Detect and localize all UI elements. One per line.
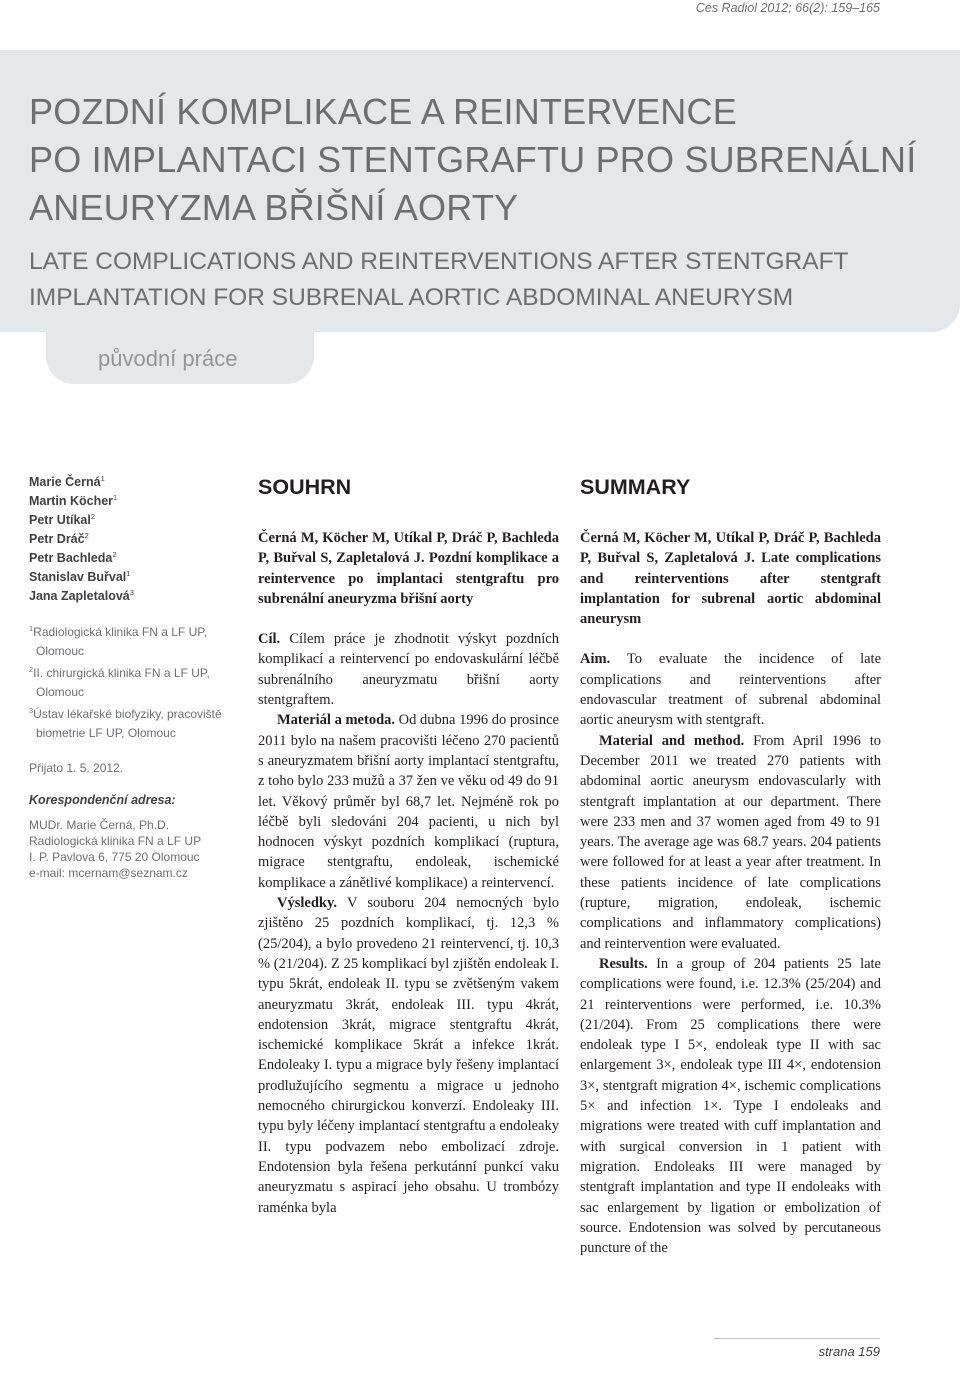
paragraph-text: V souboru 204 nemocných bylo zjištěno 25 pozdních komplikací, tj. 12,3 % (25/204), a bylo provedeno 21 reintervencí, tj. 10,3 % (21/204). Z 25 komplikací byl zjištěn endoleak I. typu 5krát, endoleak II. typu se zvětšeným vakem aneuryzmatu 3krát, endoleak III. typu 4krát, endotension 3krát, migrace stentgraftu 4krát, ischemické komplikace 5krát a infekce 1krát. Endoleaky I. typu a migrace byly řešeny implantací prodlužujícího segmentu a migrace u jednoho nemocného chirurgickou konverzí. Endoleaky III. typu byly léčeny implantací stentgraftu a endoleaky II. typu podvazem nebo embolizací zdroje. Endotension byla řešena perkutánní punkcí vaku aneuryzmatu s aspirací jeho obsahu. U trombózy raménka byla bbox=[258, 895, 559, 1216]
paragraph-text: To evaluate the incidence of late complications and reinterventions after endovascular treatment of subrenal abdominal aortic aneurysm with stentgraft. bbox=[580, 651, 881, 729]
souhrn-column bbox=[258, 475, 559, 1218]
address-line: MUDr. Marie Černá, Ph.D. bbox=[29, 818, 170, 832]
author-name: Marie Černá bbox=[29, 475, 101, 489]
page-number: strana 159 bbox=[818, 1344, 880, 1359]
author-sidebar bbox=[29, 473, 244, 881]
author-affiliation-mark: 1 bbox=[100, 473, 105, 483]
paragraph-label: Materiál a metoda. bbox=[277, 712, 396, 729]
souhrn-citation: Černá M, Köcher M, Utíkal P, Dráč P, Bachleda P, Buřval S, Zapletalová J. Pozdní komplikace a reintervence po implantaci stentgraftu pro subrenální aneuryzma břišní aorty bbox=[258, 530, 559, 607]
received-date: Přijato 1. 5. 2012. bbox=[29, 761, 124, 775]
address-line: Radiologická klinika FN a LF UP bbox=[29, 834, 202, 848]
title-en-line: IMPLANTATION FOR SUBRENAL AORTIC ABDOMINAL ANEURYSM bbox=[29, 284, 794, 311]
article-title-cz bbox=[29, 88, 916, 232]
author-item bbox=[29, 492, 244, 511]
author-name: Petr Dráč bbox=[29, 532, 85, 546]
author-item bbox=[29, 549, 244, 568]
title-en-line: LATE COMPLICATIONS AND REINTERVENTIONS AFTER STENTGRAFT bbox=[29, 248, 849, 275]
affiliation-item bbox=[29, 623, 244, 661]
author-item bbox=[29, 530, 244, 549]
affiliation-item bbox=[29, 705, 244, 743]
paragraph-label: Material and method. bbox=[599, 732, 745, 749]
summary-column bbox=[580, 475, 881, 1258]
souhrn-paragraph bbox=[258, 629, 559, 710]
paragraph-text: In a group of 204 patients 25 late complications were found, i.e. 12.3% (25/204) and 21 reinterventions were performed, i.e. 10.3% (21/204). From 25 complications there were endoleak type I 5×, endoleak type II with sac enlargement 3×, endoleak type III 4×, endotension 3×, stentgraft migration 4×, ischemic complications 5× and infection 1×. Type I endoleaks and migrations were treated with cuff implantation and with surgical conversion in 1 patient with migration. Endoleaks III were managed by stentgraft implantation and type II endoleaks with sac enlargement by ligation or embolization of source. Endotension was solved by percutaneous puncture of the bbox=[580, 955, 881, 1257]
author-item bbox=[29, 473, 244, 492]
author-item bbox=[29, 511, 244, 530]
summary-paragraph bbox=[580, 649, 881, 730]
author-name: Petr Utíkal bbox=[29, 513, 91, 527]
affiliation-line: Olomouc bbox=[36, 685, 85, 699]
title-cz-line: POZDNÍ KOMPLIKACE A REINTERVENCE bbox=[29, 91, 737, 132]
article-title-en bbox=[29, 244, 849, 316]
title-cz-line: ANEURYZMA BŘIŠNÍ AORTY bbox=[29, 187, 519, 228]
correspondence-heading: Korespondenční adresa: bbox=[29, 793, 176, 807]
affiliation-line: II. chirurgická klinika FN a LF UP, bbox=[33, 666, 210, 680]
affiliation-line: Ústav lékařské biofyziky, pracoviště bbox=[33, 707, 222, 721]
paragraph-label: Aim. bbox=[580, 651, 611, 668]
paragraph-text: Cílem práce je zhodnotit výskyt pozdních komplikací a reintervencí po endovaskulární léčbě subrenálního aneuryzmatu břišní aorty stentgraftem. bbox=[258, 631, 559, 709]
souhrn-paragraph bbox=[258, 893, 559, 1218]
summary-paragraph bbox=[580, 731, 881, 954]
souhrn-paragraph bbox=[258, 710, 559, 893]
affiliation-number: 2 bbox=[29, 665, 34, 674]
author-affiliation-mark: 2 bbox=[112, 549, 117, 559]
paragraph-label: Výsledky. bbox=[277, 895, 338, 912]
author-item bbox=[29, 587, 244, 606]
affiliation-number: 1 bbox=[29, 624, 34, 633]
article-type-label: původní práce bbox=[98, 346, 238, 371]
author-name: Stanislav Buřval bbox=[29, 570, 127, 584]
author-affiliation-mark: 3 bbox=[129, 587, 134, 597]
author-affiliation-mark: 2 bbox=[84, 530, 89, 540]
paragraph-label: Cíl. bbox=[258, 631, 281, 648]
correspondence-address bbox=[29, 817, 244, 881]
author-name: Petr Bachleda bbox=[29, 551, 113, 565]
summary-paragraph bbox=[580, 954, 881, 1258]
author-affiliation-mark: 2 bbox=[90, 511, 96, 521]
affiliation-line: Radiologická klinika FN a LF UP, bbox=[33, 625, 208, 639]
souhrn-heading: SOUHRN bbox=[258, 475, 352, 499]
affiliation-line: biometrie LF UP, Olomouc bbox=[36, 726, 176, 740]
affiliation-line: Olomouc bbox=[36, 644, 85, 658]
author-list bbox=[29, 473, 244, 606]
title-panel bbox=[0, 50, 960, 332]
author-item bbox=[29, 568, 244, 587]
journal-reference: Ces Radiol 2012; 66(2): 159–165 bbox=[695, 1, 880, 15]
affiliation-number: 3 bbox=[29, 706, 34, 715]
summary-citation: Černá M, Köcher M, Utíkal P, Dráč P, Bachleda P, Buřval S, Zapletalová J. Late complications and reinterventions after stentgraft implantation for subrenal aortic abdominal aneurysm bbox=[580, 530, 881, 628]
title-cz-line: PO IMPLANTACI STENTGRAFTU PRO SUBRENÁLNÍ bbox=[29, 139, 917, 180]
author-name: Jana Zapletalová bbox=[29, 589, 130, 603]
paragraph-label: Results. bbox=[599, 955, 648, 972]
affiliation-item bbox=[29, 664, 244, 702]
paragraph-text: From April 1996 to December 2011 we treated 270 patients with abdominal aortic aneurysm endovascularly with stentgraft implantation at our department. There were 233 men and 37 women aged from 49 to 91 years. The average age was 68.7 years. 204 patients were followed for at least a year after treatment. In these patients incidence of late complications (rupture, migration, endoleak, ischemic complications and inflammatory complications) and reintervention were evaluated. bbox=[580, 732, 881, 952]
address-line: I. P. Pavlova 6, 775 20 Olomouc bbox=[29, 850, 200, 864]
summary-heading: SUMMARY bbox=[580, 475, 691, 499]
author-name: Martin Köcher bbox=[29, 494, 114, 508]
author-affiliation-mark: 1 bbox=[126, 568, 131, 578]
email-line: e-mail: mcernam@seznam.cz bbox=[29, 866, 188, 880]
paragraph-text: Od dubna 1996 do prosince 2011 bylo na našem pracovišti léčeno 270 pacientů s aneuryzmatem břišní aorty implantací stentgraftu, z toho bylo 233 mužů a 37 žen ve věku od 49 do 91 let. Věkový průměr byl 68,7 let. Nejméně rok po léčbě byli sledováni 204 pacienti, u nich byl hodnocen výskyt pozdních komplikací (ruptura, migrace stentgraftu, endoleak, ischemické komplikace a zánětlivé komplikace) a reintervencí. bbox=[258, 712, 559, 891]
author-affiliation-mark: 1 bbox=[113, 492, 118, 502]
footer-divider bbox=[714, 1338, 880, 1339]
